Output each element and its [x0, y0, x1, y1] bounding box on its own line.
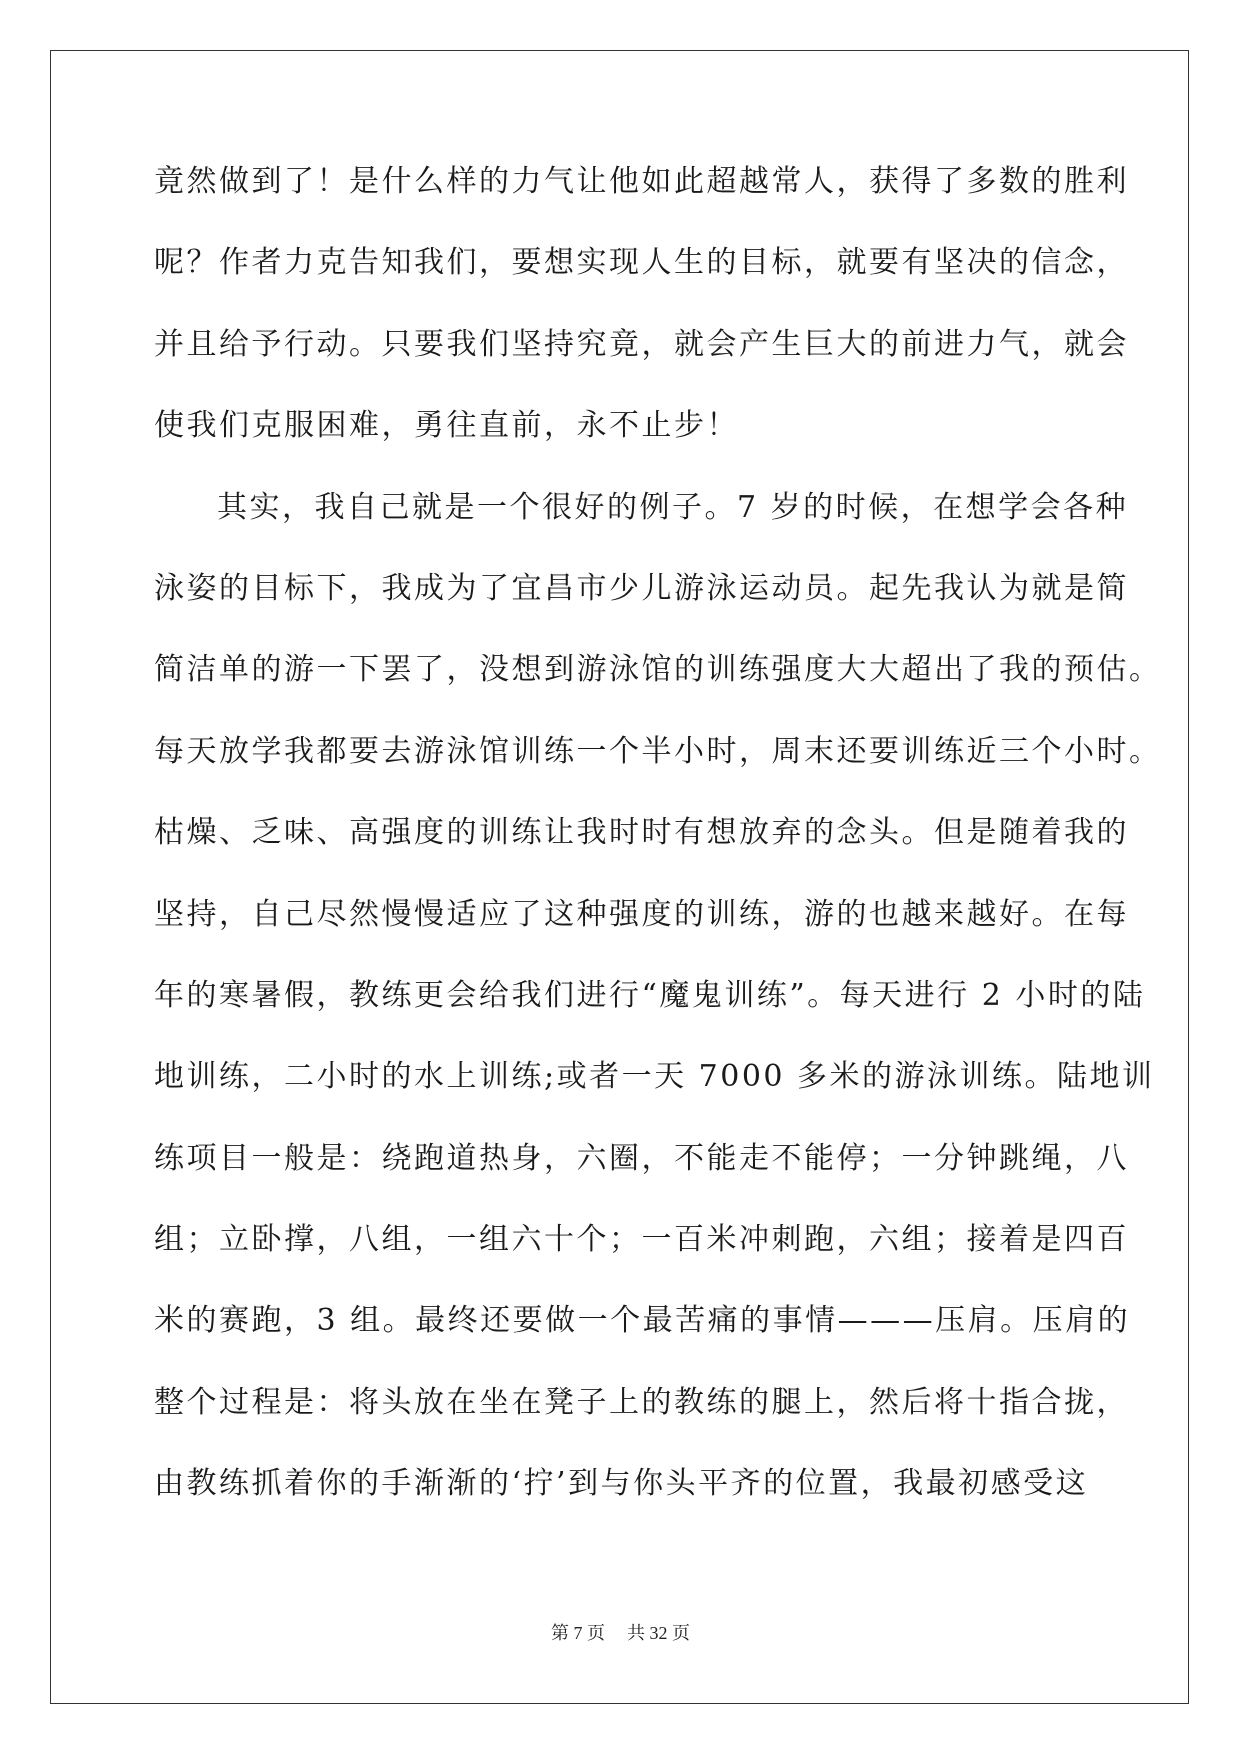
text-line: 枯燥、乏味、高强度的训练让我时时有想放弃的念头。但是随着我的: [154, 815, 1129, 851]
page-number: 第 7 页: [551, 1623, 605, 1643]
text-line: 组；立卧撑，八组，一组六十个；一百米冲刺跑，六组；接着是四百: [154, 1222, 1129, 1258]
text-line: 地训练，二小时的水上训练;或者一天 7000 多米的游泳训练。陆地训: [154, 1059, 1155, 1095]
text-line: 简洁单的游一下罢了，没想到游泳馆的训练强度大大超出了我的预估。: [154, 652, 1162, 688]
text-line: 米的赛跑，3 组。最终还要做一个最苦痛的事情———压肩。压肩的: [154, 1303, 1131, 1339]
text-line: 其实，我自己就是一个很好的例子。7 岁的时候，在想学会各种: [217, 489, 1129, 525]
text-line: 由教练抓着你的手渐渐的‘拧’到与你头平齐的位置，我最初感受这: [154, 1466, 1089, 1502]
text-line: 坚持，自己尽然慢慢适应了这种强度的训练，游的也越来越好。在每: [154, 896, 1129, 932]
text-line: 每天放学我都要去游泳馆训练一个半小时，周末还要训练近三个小时。: [154, 733, 1162, 769]
text-line: 年的寒暑假，教练更会给我们进行“魔鬼训练”。每天进行 2 小时的陆: [154, 977, 1146, 1013]
text-line: 整个过程是：将头放在坐在凳子上的教练的腿上，然后将十指合拢，: [154, 1384, 1129, 1420]
text-line: 练项目一般是：绕跑道热身，六圈，不能走不能停；一分钟跳绳，八: [154, 1140, 1129, 1176]
text-line: 呢？作者力克告知我们，要想实现人生的目标，就要有坚决的信念，: [154, 245, 1129, 281]
text-line: 竟然做到了！是什么样的力气让他如此超越常人，获得了多数的胜利: [154, 164, 1129, 199]
text-line: 使我们克服困难，勇往直前，永不止步！: [154, 408, 739, 444]
text-line: 并且给予行动。只要我们坚持究竟，就会产生巨大的前进力气，就会: [154, 326, 1129, 362]
total-pages: 共 32 页: [627, 1623, 690, 1643]
document-body: [154, 158, 1162, 1542]
text-line: 泳姿的目标下，我成为了宜昌市少儿游泳运动员。起先我认为就是简: [154, 570, 1129, 606]
page-footer: [0, 1619, 1241, 1645]
